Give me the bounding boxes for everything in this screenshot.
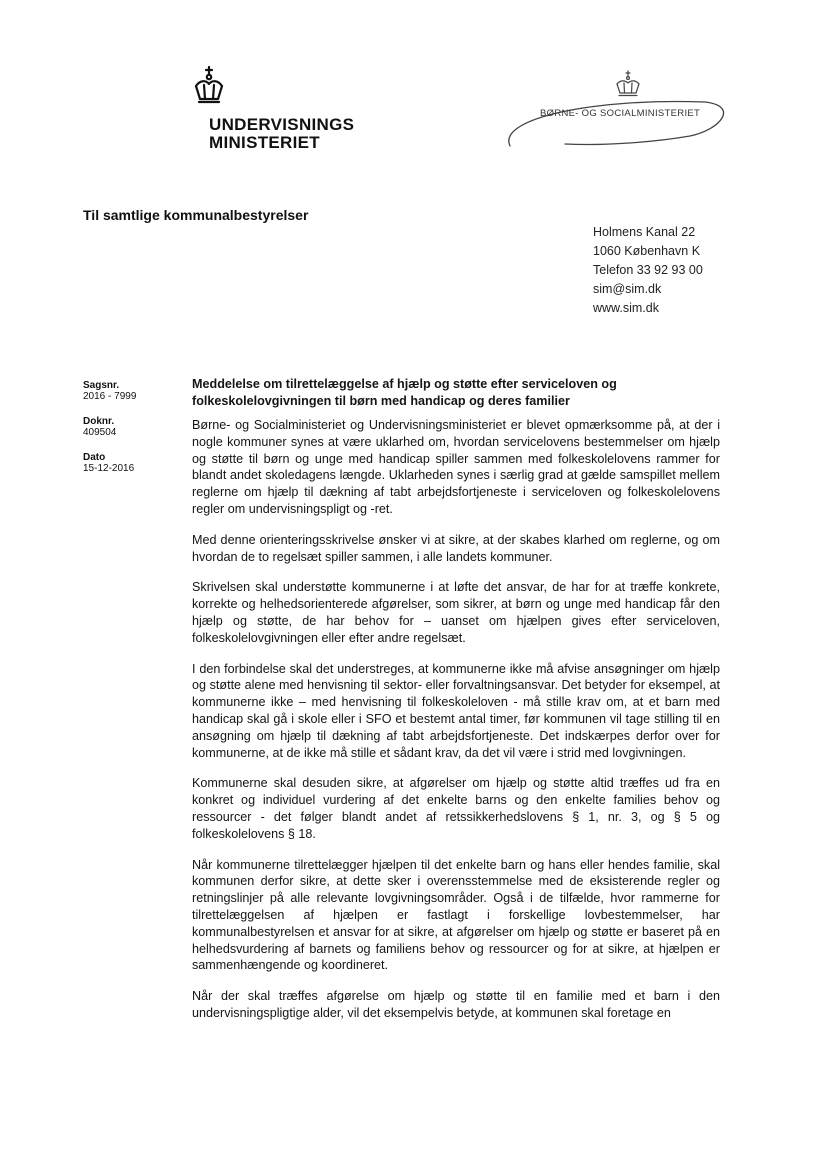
undervisningsministeriet-crown-logo bbox=[192, 66, 252, 106]
letter-paragraph: Med denne orienteringsskrivelse ønsker vi at sikre, at der skabes klarhed om reglerne, og om hvordan de to regelsæt spiller sammen, i alle landets kommuner. bbox=[192, 532, 720, 564]
case-metadata bbox=[83, 380, 136, 488]
sender-address bbox=[593, 223, 703, 318]
address-city: 1060 København K bbox=[593, 244, 701, 258]
recipient-line: Til samtlige kommunalbestyrelser bbox=[83, 207, 309, 223]
address-website[interactable]: www.sim.dk bbox=[593, 301, 659, 315]
swoosh-ellipse-icon bbox=[505, 88, 730, 150]
letter-paragraph: I den forbindelse skal det understreges, at kommunerne ikke må afvise ansøgninger om hjælp og støtte alene med henvisning til sektor- eller forvaltningsansvar. Det betyder for eksempel, at kommunerne ikke – med henvisning til folkeskoleloven - må stille krav om, at et barn med handicap skal gå i skole eller i SFO et bestemt antal timer, før kommunen vil tage stilling til en ansøgning om hjælp til dækning af tabt arbejdsfortjeneste. Det indskærpes derfor over for kommunerne, at de ikke må stille et sådant krav, da det vil være i strid med lovgivningen. bbox=[192, 661, 720, 760]
address-email[interactable]: sim@sim.dk bbox=[593, 282, 662, 296]
letter-paragraph: Kommunerne skal desuden sikre, at afgørelser om hjælp og støtte altid træffes ud fra en konkret og individuel vurdering af det enkelte barns og den enkelte families behov og ressourcer - det følger blandt andet af retssikkerhedslovens § 1, nr. 3, og § 5 og folkeskolelovens § 18. bbox=[192, 776, 720, 841]
date-label: Dato bbox=[83, 452, 106, 463]
sagsnr-value: 2016 - 7999 bbox=[83, 391, 137, 402]
date-value: 15-12-2016 bbox=[83, 463, 135, 474]
letter-paragraph: Når der skal træffes afgørelse om hjælp og støtte til en familie med et barn i den undervisningspligtige alder, vil det eksempelvis betyde, at kommunen skal foretage en bbox=[192, 989, 720, 1020]
ministry-name-line2: MINISTERIET bbox=[209, 133, 320, 152]
ministry-name-left bbox=[209, 116, 354, 152]
ministry-name-right: BØRNE- OG SOCIALMINISTERIET bbox=[540, 108, 701, 119]
doknr-value: 409504 bbox=[83, 427, 117, 438]
letter-body bbox=[192, 376, 720, 1036]
letter-heading: Meddelelse om tilrettelæggelse af hjælp og støtte efter serviceloven og folkeskolelovgivningen til børn med handicap og deres familier bbox=[192, 377, 617, 408]
letter-paragraph: Skrivelsen skal understøtte kommunerne i at løfte det ansvar, de har for at træffe konkrete, korrekte og helhedsorienterede afgørelser, som sikrer, at børn og unge med handicap får den hjælp og støtte, de har behov for – uanset om hjælpen gives efter serviceloven, folkeskolelovgivningen eller efter andre regelsæt. bbox=[192, 580, 720, 645]
address-phone: Telefon 33 92 93 00 bbox=[593, 263, 703, 277]
letter-paragraph: Når kommunerne tilrettelægger hjælpen til det enkelte barn og hans eller hendes familie, skal kommunen derfor sikre, at dette sker i overensstemmelse med de eksisterende regler og retningslinjer på alle relevante lovgivningsområder. Også i de tilfælde, hvor rammerne for tilrettelæggelsen af hjælpen er fastlagt i forskellige lovbestemmelser, har kommunalbestyrelsen et ansvar for at sikre, at afgørelser om hjælp og støtte er baseret på en helhedsvurdering af barnets og familiens behov og ressourcer og for at sikre, at hjælpen er sammenhængende og koordineret. bbox=[192, 857, 720, 973]
doknr-label: Doknr. bbox=[83, 416, 115, 427]
address-street: Holmens Kanal 22 bbox=[593, 225, 696, 239]
ministry-name-line1: UNDERVISNINGS bbox=[209, 115, 355, 134]
sagsnr-label: Sagsnr. bbox=[83, 380, 120, 391]
letter-paragraph: Børne- og Socialministeriet og Undervisningsministeriet er blevet opmærksomme på, at der i nogle kommuner synes at være uklarhed om, hvordan servicelovens bestemmelser om hjælp og støtte til børn og unge med handicap spiller sammen med folkeskolelovens rammer for blandt andet skoledagens længde. Uklarheden synes i særlig grad at gælde samspillet mellem reglerne om hjælp til dækning af tabt arbejdsfortjeneste i serviceloven og folkeskolelovens regler om undervisningspligt og -ret. bbox=[192, 418, 720, 516]
boerne-og-socialministeriet-logo bbox=[505, 70, 730, 150]
